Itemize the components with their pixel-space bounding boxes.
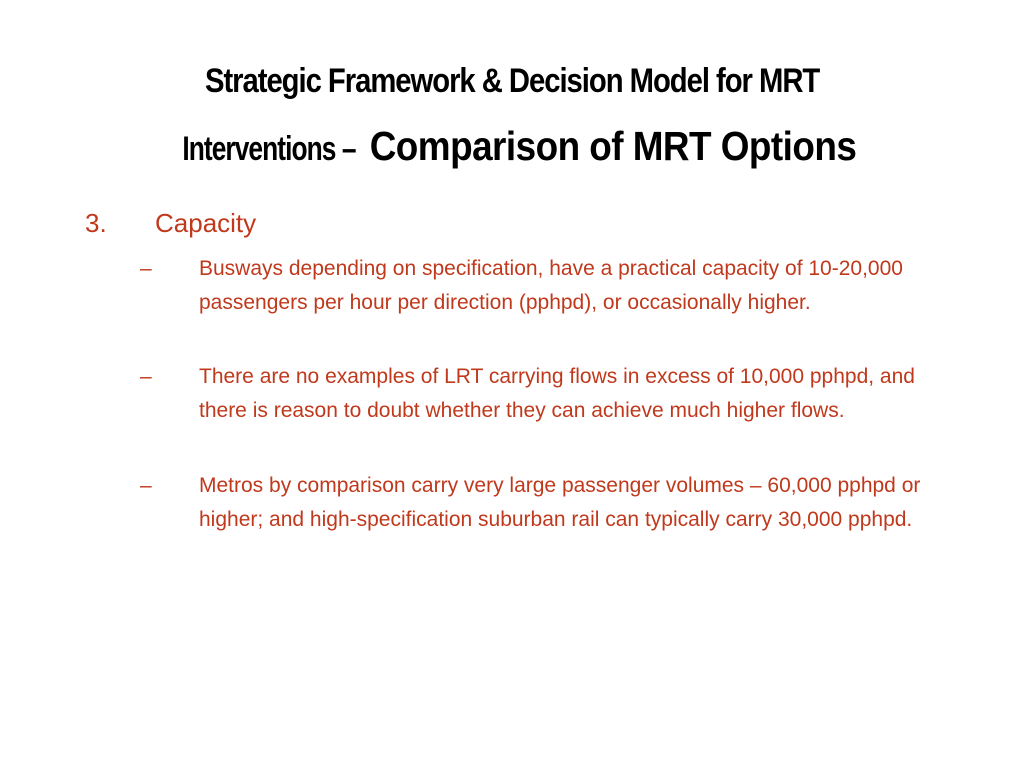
bullet-text: Metros by comparison carry very large passenger volumes – 60,000 pphpd or higher; and high-specification suburban rail can typically carry 30,000 pphpd. bbox=[199, 474, 921, 531]
title-part-1: Strategic Framework & Decision Model for MRT bbox=[204, 62, 820, 100]
bullet-dash: – bbox=[140, 257, 152, 280]
title-part-2: Interventions – bbox=[182, 130, 356, 168]
bullet-dash: – bbox=[140, 365, 152, 388]
section-label: Capacity bbox=[155, 208, 257, 238]
bullet-dash: – bbox=[140, 474, 152, 497]
title-part-3: Comparison of MRT Options bbox=[369, 123, 857, 169]
section-number: 3. bbox=[85, 208, 107, 238]
bullet-text: There are no examples of LRT carrying flows in excess of 10,000 pphpd, and there is reason to doubt whether they can achieve much higher flows. bbox=[199, 365, 915, 422]
bullet-text: Busways depending on specification, have a practical capacity of 10-20,000 passengers per hour per direction (pphpd), or occasionally higher. bbox=[199, 257, 903, 314]
